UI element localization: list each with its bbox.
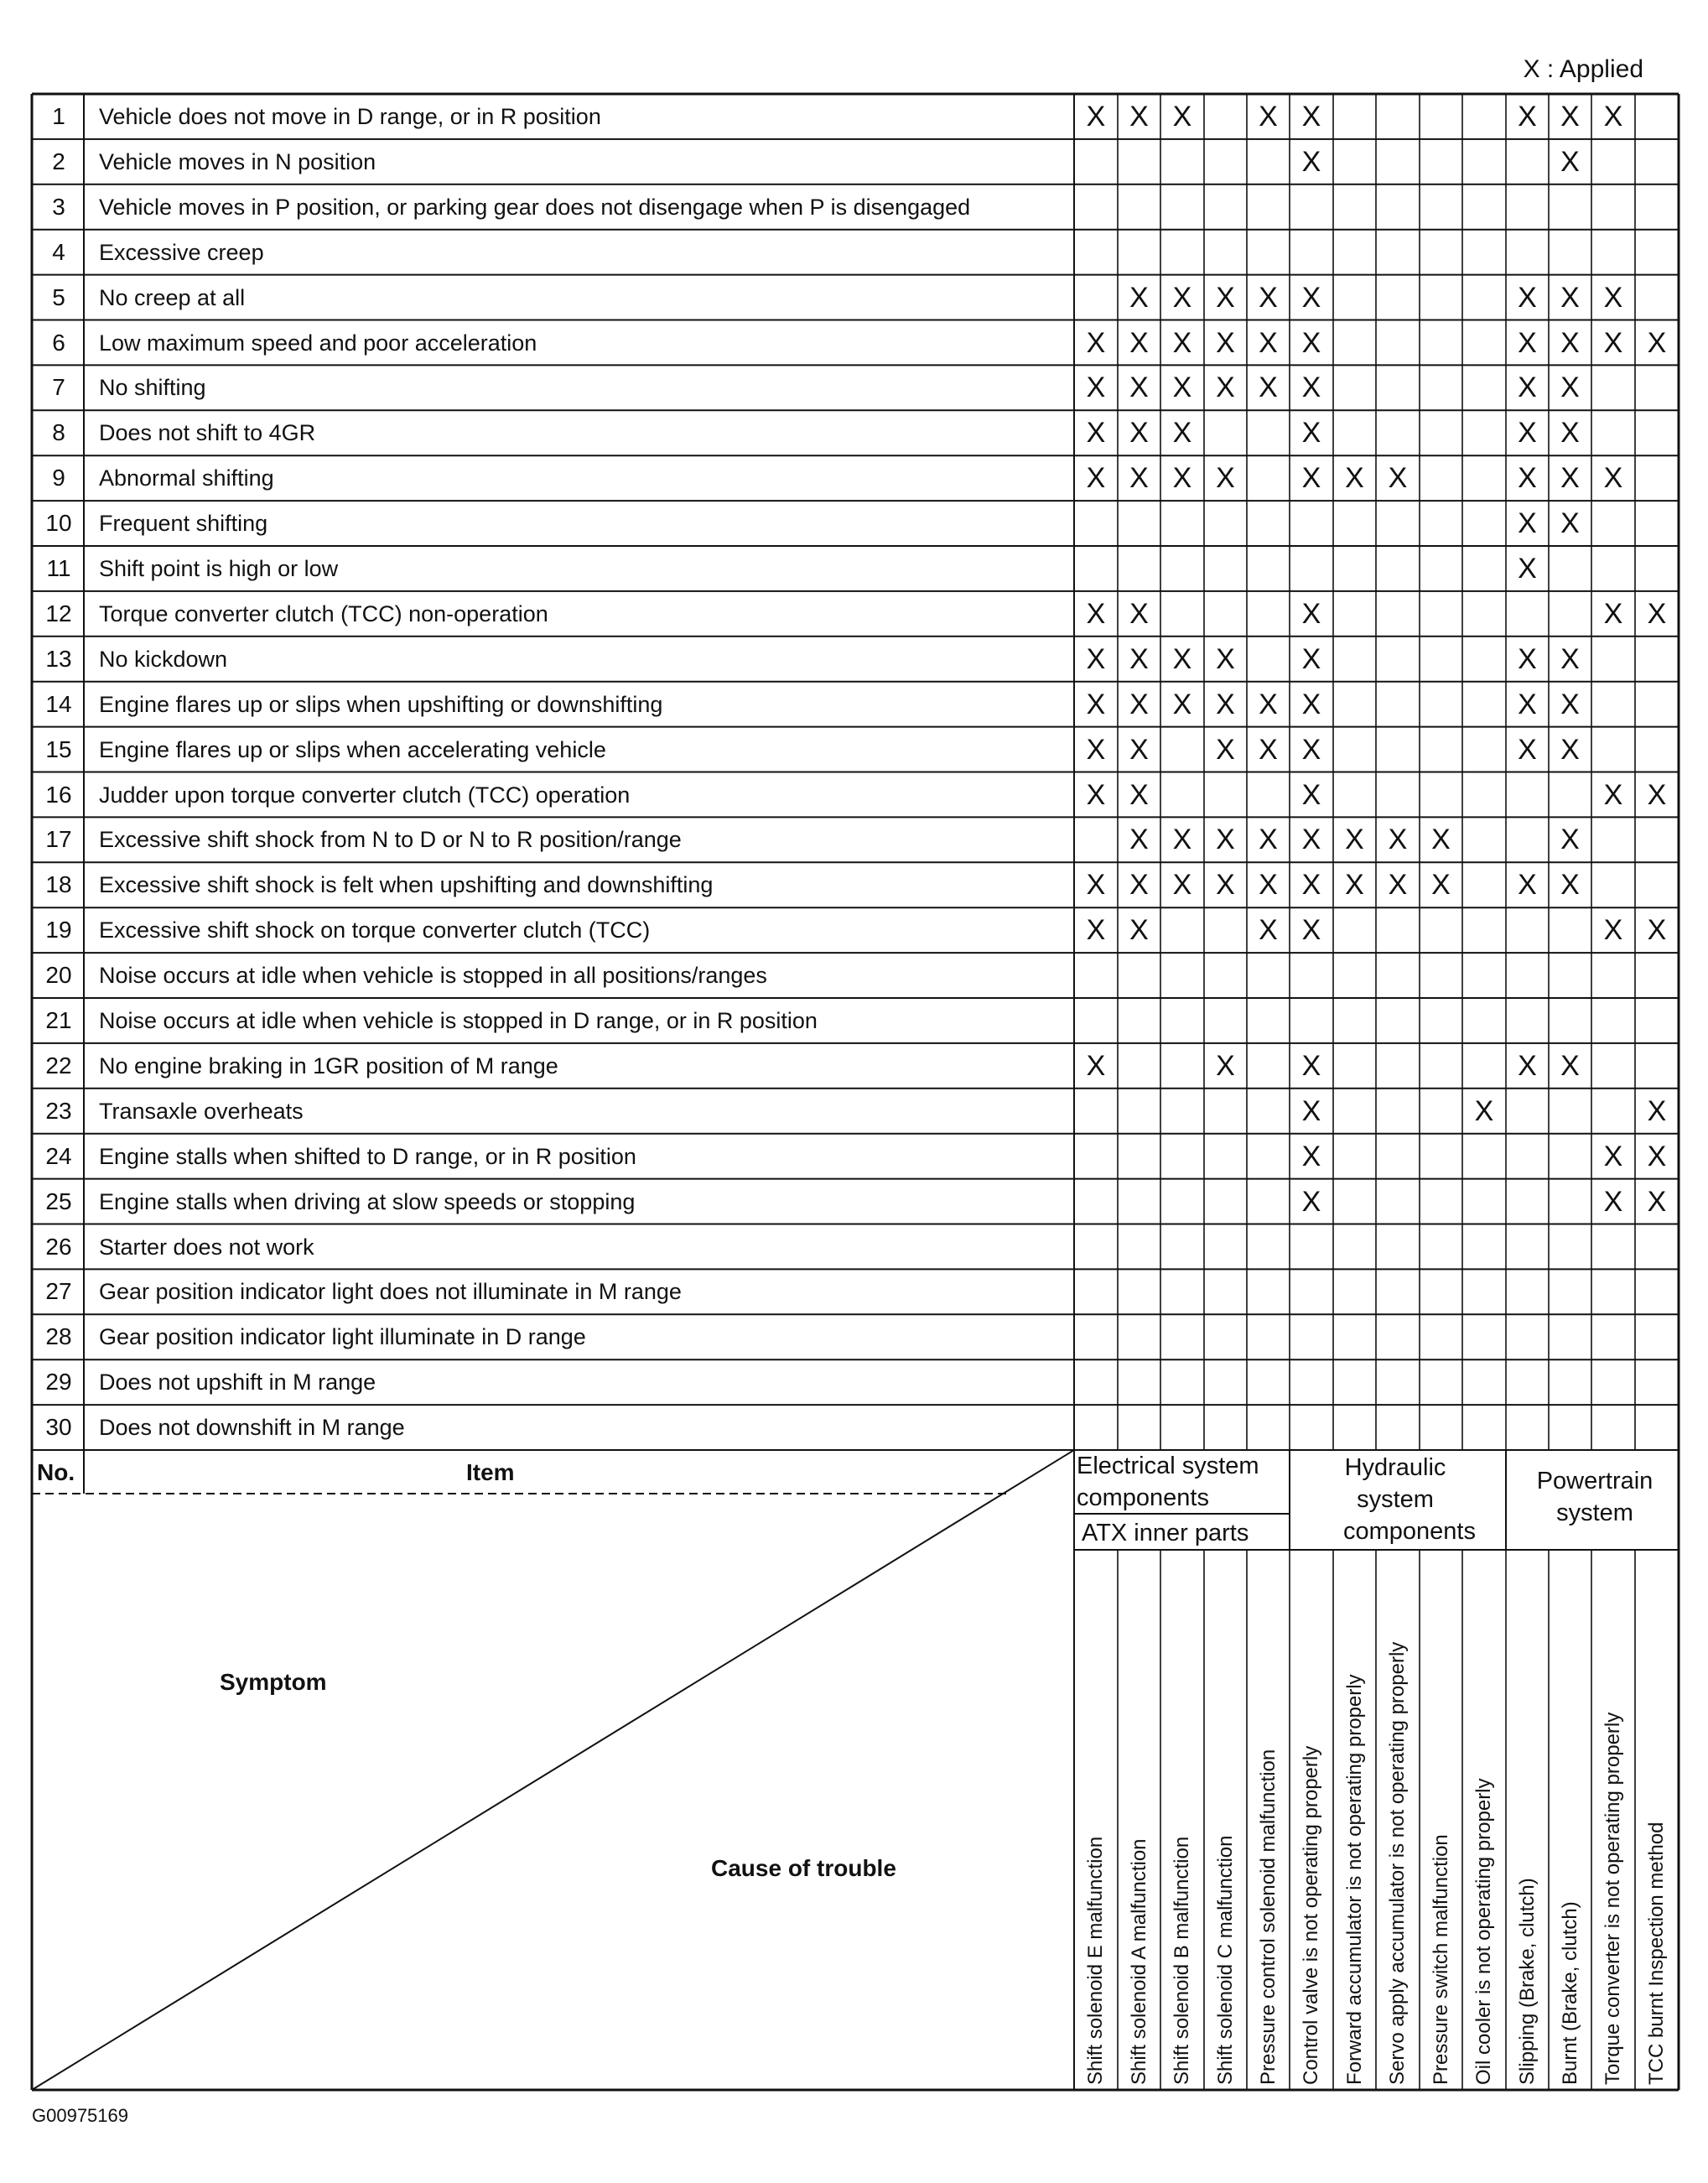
symptom-description: Vehicle moves in P position, or parking gear does not disengage when P is disengaged — [99, 194, 971, 220]
applied-mark: X — [1216, 869, 1235, 902]
symptom-description: Excessive shift shock is felt when upshifting and downshifting — [99, 872, 714, 898]
applied-mark: X — [1129, 597, 1149, 630]
applied-mark: X — [1086, 462, 1106, 495]
group-atx: ATX inner parts — [1082, 1520, 1249, 1546]
applied-mark: X — [1216, 462, 1235, 495]
cause-column-header: Servo apply accumulator is not operating properly — [1386, 1641, 1409, 2085]
applied-mark: X — [1518, 417, 1537, 450]
symptom-description: Gear position indicator light illuminate in D range — [99, 1324, 586, 1350]
symptom-description: Frequent shifting — [99, 511, 268, 537]
cause-column-header: Shift solenoid B malfunction — [1171, 1836, 1193, 2085]
applied-mark: X — [1431, 869, 1451, 902]
symptom-description: Starter does not work — [99, 1234, 314, 1260]
applied-mark: X — [1086, 1049, 1106, 1082]
row-number: 14 — [45, 690, 72, 717]
applied-mark: X — [1172, 417, 1192, 450]
applied-mark: X — [1388, 869, 1408, 902]
applied-mark: X — [1518, 507, 1537, 540]
applied-mark: X — [1301, 145, 1321, 178]
group-powertrain-line2: system — [1556, 1500, 1633, 1526]
applied-mark: X — [1129, 101, 1149, 133]
applied-mark: X — [1172, 688, 1192, 720]
applied-mark: X — [1172, 869, 1192, 902]
applied-mark: X — [1647, 1185, 1667, 1218]
applied-mark: X — [1603, 914, 1623, 947]
applied-mark: X — [1129, 326, 1149, 359]
applied-mark: X — [1301, 417, 1321, 450]
row-number: 17 — [45, 826, 72, 853]
applied-mark: X — [1603, 326, 1623, 359]
applied-mark: X — [1647, 597, 1667, 630]
applied-mark: X — [1216, 733, 1235, 766]
applied-mark: X — [1301, 597, 1321, 630]
applied-mark: X — [1301, 688, 1321, 720]
applied-mark: X — [1129, 462, 1149, 495]
applied-mark: X — [1129, 914, 1149, 947]
group-powertrain-line1: Powertrain — [1536, 1468, 1653, 1494]
symptom-description: Engine stalls when driving at slow speeds or stopping — [99, 1188, 636, 1214]
applied-legend: X : Applied — [1523, 55, 1643, 83]
applied-mark: X — [1603, 1140, 1623, 1172]
symptom-description: Noise occurs at idle when vehicle is stopped in D range, or in R position — [99, 1008, 818, 1033]
symptom-description: Does not downshift in M range — [99, 1415, 405, 1441]
cause-column-header: Shift solenoid C malfunction — [1214, 1835, 1237, 2085]
row-number: 4 — [52, 238, 65, 265]
applied-mark: X — [1301, 372, 1321, 404]
applied-mark: X — [1431, 824, 1451, 856]
applied-mark: X — [1086, 869, 1106, 902]
symptom-description: Excessive shift shock on torque converter clutch (TCC) — [99, 917, 651, 943]
applied-mark: X — [1301, 1094, 1321, 1127]
applied-mark: X — [1086, 326, 1106, 359]
symptom-description: Vehicle does not move in D range, or in R position — [99, 104, 601, 129]
symptom-description: Does not shift to 4GR — [99, 420, 316, 446]
applied-mark: X — [1172, 824, 1192, 856]
applied-mark: X — [1647, 326, 1667, 359]
applied-mark: X — [1301, 914, 1321, 947]
applied-mark: X — [1172, 642, 1192, 675]
applied-mark: X — [1560, 869, 1580, 902]
symptom-description: Vehicle moves in N position — [99, 148, 376, 174]
applied-mark: X — [1647, 1094, 1667, 1127]
applied-mark: X — [1172, 372, 1192, 404]
symptom-description: Shift point is high or low — [99, 556, 339, 581]
applied-mark: X — [1259, 733, 1278, 766]
cause-column-header: Control valve is not operating properly — [1300, 1745, 1322, 2085]
applied-mark: X — [1560, 145, 1580, 178]
applied-mark: X — [1647, 914, 1667, 947]
cause-column-header: Burnt (Brake, clutch) — [1559, 1901, 1581, 2085]
applied-mark: X — [1301, 1140, 1321, 1172]
applied-mark: X — [1345, 462, 1364, 495]
row-number: 12 — [45, 600, 72, 626]
cause-column-header: Slipping (Brake, clutch) — [1516, 1878, 1539, 2085]
applied-mark: X — [1301, 462, 1321, 495]
row-number: 1 — [52, 103, 65, 129]
header-symptom: Symptom — [220, 1669, 327, 1695]
applied-mark: X — [1086, 642, 1106, 675]
symptom-description: Gear position indicator light does not illuminate in M range — [99, 1279, 682, 1305]
row-number: 18 — [45, 871, 72, 898]
symptom-description: No creep at all — [99, 284, 246, 310]
applied-mark: X — [1345, 824, 1364, 856]
applied-mark: X — [1603, 101, 1623, 133]
applied-mark: X — [1172, 326, 1192, 359]
cause-column-header: Shift solenoid E malfunction — [1084, 1836, 1107, 2085]
applied-mark: X — [1560, 1049, 1580, 1082]
symptom-description: Does not upshift in M range — [99, 1370, 376, 1396]
applied-mark: X — [1518, 326, 1537, 359]
row-number: 9 — [52, 465, 65, 491]
applied-mark: X — [1129, 642, 1149, 675]
row-number: 30 — [45, 1414, 72, 1441]
applied-mark: X — [1301, 1049, 1321, 1082]
symptom-description: Abnormal shifting — [99, 465, 274, 491]
applied-mark: X — [1388, 824, 1408, 856]
applied-mark: X — [1129, 778, 1149, 811]
group-hydraulic-line1: Hydraulic — [1344, 1454, 1446, 1481]
applied-mark: X — [1603, 281, 1623, 314]
symptom-description: Engine stalls when shifted to D range, or in R position — [99, 1143, 636, 1169]
applied-mark: X — [1560, 733, 1580, 766]
applied-mark: X — [1603, 462, 1623, 495]
applied-mark: X — [1560, 326, 1580, 359]
applied-mark: X — [1560, 507, 1580, 540]
cause-column-header: TCC burnt Inspection method — [1645, 1822, 1668, 2085]
applied-mark: X — [1301, 101, 1321, 133]
applied-mark: X — [1216, 642, 1235, 675]
applied-mark: X — [1518, 733, 1537, 766]
row-number: 11 — [46, 555, 71, 581]
symptom-description: Excessive creep — [99, 239, 264, 265]
applied-mark: X — [1086, 101, 1106, 133]
applied-mark: X — [1259, 824, 1278, 856]
symptom-description: No engine braking in 1GR position of M range — [99, 1053, 558, 1079]
cause-column-header: Pressure control solenoid malfunction — [1257, 1749, 1280, 2085]
applied-mark: X — [1129, 824, 1149, 856]
applied-mark: X — [1086, 914, 1106, 947]
row-number: 8 — [52, 419, 65, 446]
applied-mark: X — [1518, 462, 1537, 495]
applied-mark: X — [1301, 869, 1321, 902]
applied-mark: X — [1172, 462, 1192, 495]
applied-mark: X — [1259, 326, 1278, 359]
applied-mark: X — [1259, 869, 1278, 902]
applied-mark: X — [1259, 281, 1278, 314]
row-number: 3 — [52, 193, 65, 220]
applied-mark: X — [1216, 1049, 1235, 1082]
group-electrical-line1: Electrical system — [1077, 1453, 1259, 1479]
cause-column-header: Shift solenoid A malfunction — [1128, 1838, 1150, 2085]
applied-mark: X — [1301, 642, 1321, 675]
applied-mark: X — [1259, 914, 1278, 947]
figure-id: G00975169 — [32, 2105, 128, 2126]
applied-mark: X — [1172, 101, 1192, 133]
row-number: 25 — [45, 1188, 72, 1214]
cause-column-header: Forward accumulator is not operating properly — [1343, 1674, 1366, 2085]
applied-mark: X — [1259, 372, 1278, 404]
symptom-description: Excessive shift shock from N to D or N to R position/range — [99, 827, 682, 853]
applied-mark: X — [1129, 869, 1149, 902]
symptom-description: Low maximum speed and poor acceleration — [99, 330, 537, 356]
cause-column-header: Torque converter is not operating properly — [1602, 1712, 1624, 2085]
applied-mark: X — [1172, 281, 1192, 314]
row-number: 16 — [45, 781, 72, 808]
applied-mark: X — [1129, 372, 1149, 404]
applied-mark: X — [1129, 281, 1149, 314]
applied-mark: X — [1518, 281, 1537, 314]
group-hydraulic-line3: components — [1343, 1518, 1476, 1545]
applied-mark: X — [1603, 1185, 1623, 1218]
group-hydraulic-line2: system — [1357, 1486, 1434, 1513]
header-no: No. — [37, 1459, 75, 1485]
applied-mark: X — [1086, 778, 1106, 811]
applied-mark: X — [1216, 372, 1235, 404]
header-item: Item — [466, 1459, 515, 1485]
applied-mark: X — [1216, 824, 1235, 856]
row-number: 26 — [45, 1233, 72, 1260]
applied-mark: X — [1474, 1094, 1494, 1127]
applied-mark: X — [1259, 101, 1278, 133]
applied-mark: X — [1560, 101, 1580, 133]
symptom-description: No shifting — [99, 375, 206, 401]
applied-mark: X — [1216, 688, 1235, 720]
applied-mark: X — [1301, 281, 1321, 314]
row-number: 27 — [45, 1278, 72, 1305]
applied-mark: X — [1560, 688, 1580, 720]
row-number: 5 — [52, 283, 65, 310]
applied-mark: X — [1560, 281, 1580, 314]
symptom-description: Engine flares up or slips when upshifting or downshifting — [99, 691, 663, 717]
row-number: 2 — [52, 148, 65, 174]
applied-mark: X — [1560, 417, 1580, 450]
applied-mark: X — [1129, 688, 1149, 720]
header-cause: Cause of trouble — [711, 1855, 896, 1881]
applied-mark: X — [1560, 462, 1580, 495]
applied-mark: X — [1086, 372, 1106, 404]
row-number: 22 — [45, 1052, 72, 1079]
row-number: 7 — [52, 374, 65, 401]
group-electrical-line2: components — [1077, 1484, 1209, 1511]
row-number: 20 — [45, 962, 72, 989]
symptom-description: Noise occurs at idle when vehicle is stopped in all positions/ranges — [99, 963, 767, 989]
applied-mark: X — [1259, 688, 1278, 720]
applied-mark: X — [1129, 733, 1149, 766]
applied-mark: X — [1301, 778, 1321, 811]
applied-mark: X — [1301, 733, 1321, 766]
applied-mark: X — [1560, 642, 1580, 675]
symptom-description: Engine flares up or slips when accelerating vehicle — [99, 736, 606, 762]
row-number: 19 — [45, 917, 72, 943]
row-number: 23 — [45, 1097, 72, 1124]
row-number: 21 — [45, 1007, 72, 1033]
symptom-description: No kickdown — [99, 646, 228, 672]
applied-mark: X — [1301, 824, 1321, 856]
symptom-description: Torque converter clutch (TCC) non-operation — [99, 600, 548, 626]
applied-mark: X — [1518, 553, 1537, 585]
applied-mark: X — [1388, 462, 1408, 495]
applied-mark: X — [1216, 326, 1235, 359]
row-number: 10 — [45, 510, 72, 537]
applied-mark: X — [1216, 281, 1235, 314]
applied-mark: X — [1301, 1185, 1321, 1218]
applied-mark: X — [1603, 778, 1623, 811]
applied-mark: X — [1603, 597, 1623, 630]
row-number: 28 — [45, 1323, 72, 1350]
applied-mark: X — [1518, 642, 1537, 675]
applied-mark: X — [1647, 778, 1667, 811]
applied-mark: X — [1086, 597, 1106, 630]
applied-mark: X — [1518, 101, 1537, 133]
applied-mark: X — [1518, 1049, 1537, 1082]
applied-mark: X — [1129, 417, 1149, 450]
cause-column-header: Oil cooler is not operating properly — [1472, 1778, 1495, 2085]
applied-mark: X — [1560, 372, 1580, 404]
applied-mark: X — [1518, 688, 1537, 720]
row-number: 24 — [45, 1142, 72, 1169]
cause-column-header: Pressure switch malfunction — [1430, 1834, 1452, 2085]
row-number: 15 — [45, 735, 72, 762]
applied-mark: X — [1518, 869, 1537, 902]
applied-mark: X — [1345, 869, 1364, 902]
symptom-description: Transaxle overheats — [99, 1098, 304, 1124]
applied-mark: X — [1086, 688, 1106, 720]
row-number: 29 — [45, 1369, 72, 1396]
applied-mark: X — [1518, 372, 1537, 404]
applied-mark: X — [1086, 733, 1106, 766]
applied-mark: X — [1560, 824, 1580, 856]
applied-mark: X — [1086, 417, 1106, 450]
symptom-description: Judder upon torque converter clutch (TCC) operation — [99, 782, 631, 808]
row-number: 6 — [52, 329, 65, 356]
applied-mark: X — [1301, 326, 1321, 359]
applied-mark: X — [1647, 1140, 1667, 1172]
row-number: 13 — [45, 645, 72, 672]
